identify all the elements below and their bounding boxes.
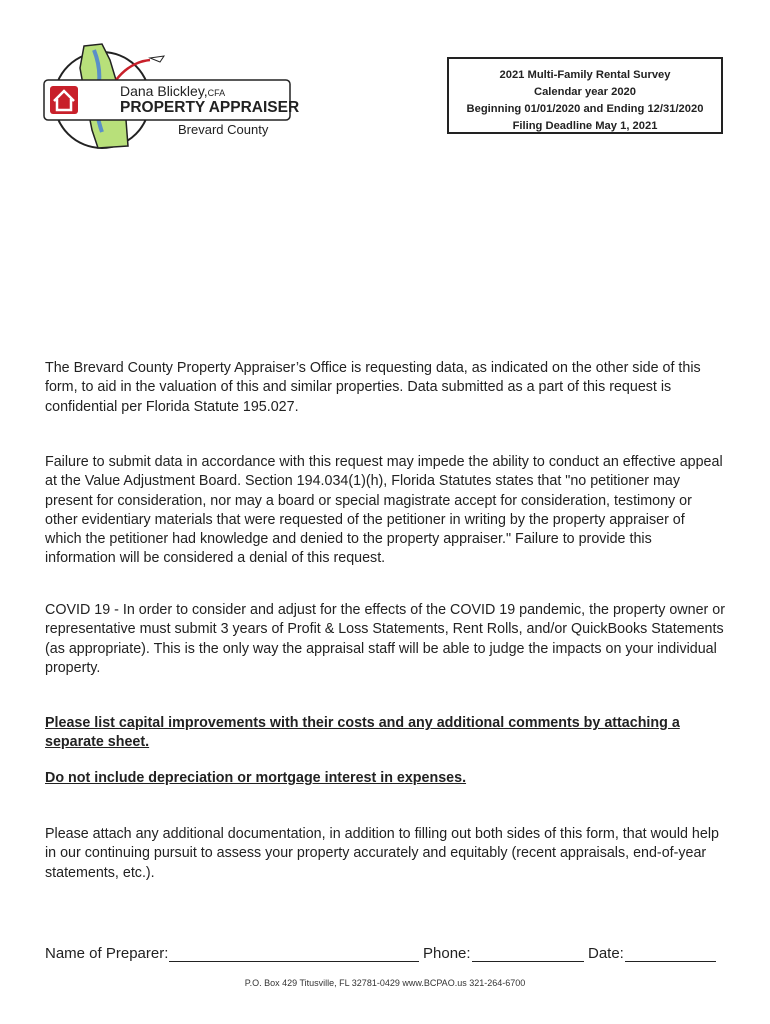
additional-documentation-paragraph: Please attach any additional documentation, in addition to filling out both sides of this form, that would help in our continuing pursuit to assess your property accurately and equitably (recent appraisals, end-of-year statements, etc.). <box>45 826 719 881</box>
appraiser-title: PROPERTY APPRAISER <box>120 99 300 116</box>
covid-paragraph: COVID 19 - In order to consider and adjust for the effects of the COVID 19 pandemic, the property owner or representative must submit 3 years of Profit & Loss Statements, Rent Rolls, and/or QuickBooks Statements (as appropriate). This is the only way the appraisal staff will be able to judge the impacts on your individual property. <box>45 602 725 676</box>
footer-contact: P.O. Box 429 Titusville, FL 32781-0429 www.BCPAO.us 321-264-6700 <box>244 978 526 988</box>
depreciation-note: Do not include depreciation or mortgage interest in expenses. <box>45 770 467 786</box>
property-appraiser-logo <box>40 40 300 152</box>
survey-period: Beginning 01/01/2020 and Ending 12/31/2020 <box>466 103 704 115</box>
appraiser-name: Dana Blickley, <box>120 83 208 99</box>
survey-info-box <box>447 57 723 134</box>
failure-to-submit-paragraph: Failure to submit data in accordance with this request may impede the ability to conduct an effective appeal at the Value Adjustment Board. Section 194.034(1)(h), Florida Statutes states that "no petitioner may present for consideration, nor may a board or special magistrate accept for consideration, testimony or other evidentiary materials that were requested of the petitioner in writing by the property appraiser of which the petitioner had knowledge and denied to the property appraiser." Failure to provide this information will be considered a denial of this request. <box>45 454 723 567</box>
date-label: Date: <box>588 945 624 962</box>
survey-title: 2021 Multi-Family Rental Survey <box>499 69 671 81</box>
appraiser-credential: CFA <box>207 88 226 98</box>
capital-improvements-note: Please list capital improvements with their costs and any additional comments by attaching a separate sheet. <box>45 715 680 751</box>
survey-deadline: Filing Deadline May 1, 2021 <box>512 120 658 132</box>
date-field[interactable] <box>625 961 716 962</box>
phone-field[interactable] <box>472 961 584 962</box>
confidentiality-paragraph: The Brevard County Property Appraiser’s Office is requesting data, as indicated on the other side of this form, to aid in the valuation of this and similar properties. Data submitted as a part of this request is confidential per Florida Statute 195.027. <box>45 360 701 415</box>
survey-calendar-year: Calendar year 2020 <box>534 86 636 98</box>
rocket-icon <box>150 56 164 62</box>
phone-label: Phone: <box>423 945 471 962</box>
preparer-field[interactable] <box>169 961 419 962</box>
preparer-label: Name of Preparer: <box>45 945 169 962</box>
county-name: Brevard County <box>178 122 269 137</box>
